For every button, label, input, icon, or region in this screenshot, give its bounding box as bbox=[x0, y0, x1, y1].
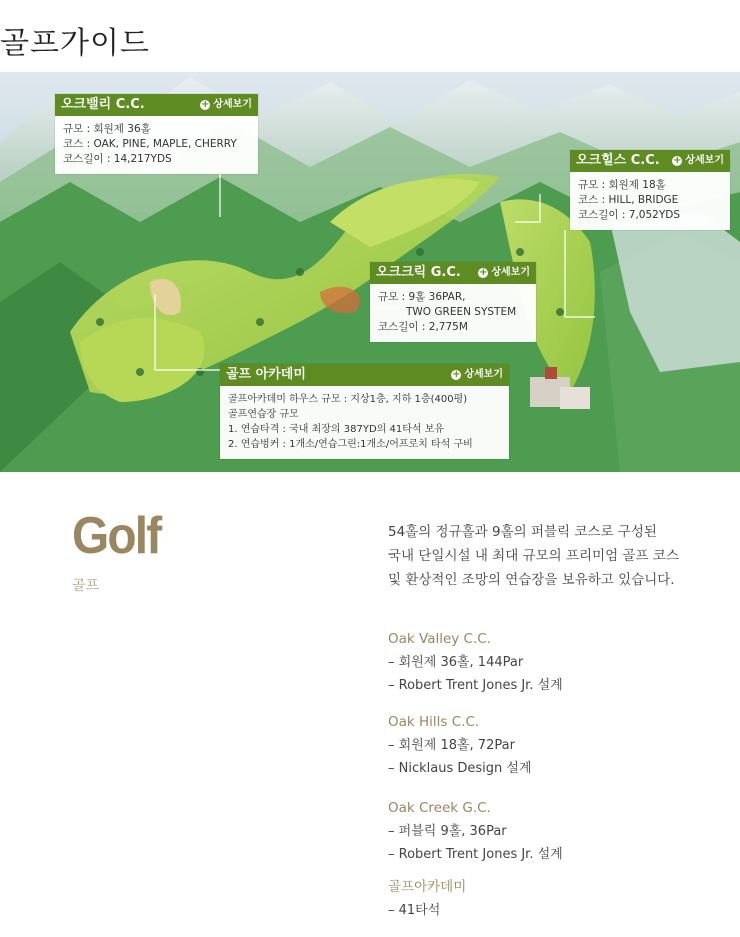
golf-academy-card bbox=[220, 364, 509, 459]
golf-academy-line: 2. 연습벙커 : 1개소/연습그린:1개소/어프로치 타석 구비 bbox=[228, 439, 473, 450]
page-title: 골프가이드 bbox=[0, 26, 150, 61]
plus-icon: + bbox=[452, 369, 461, 380]
oak-valley-line: 코스길이 : 14,217YDS bbox=[63, 153, 172, 165]
oak-hills-title: 오크힐스 C.C. bbox=[576, 153, 660, 168]
oak-hills-line: 코스 : HILL, BRIDGE bbox=[578, 194, 679, 206]
details-label: 상세보기 bbox=[491, 267, 530, 278]
oak-creek-details-button[interactable] bbox=[478, 262, 530, 284]
golf-academy-line: 골프연습장 규모 bbox=[228, 409, 299, 420]
golf-academy-line: 1. 연습타격 : 국내 최장의 387YD의 41타석 보유 bbox=[228, 424, 445, 435]
course-oak-hills bbox=[388, 711, 532, 780]
oak-creek-title: 오크크릭 G.C. bbox=[376, 265, 461, 280]
intro-line: 54홀의 정규홀과 9홀의 퍼블릭 코스로 구성된 bbox=[388, 524, 657, 540]
golf-course-map bbox=[0, 72, 740, 472]
course-detail: – 퍼블릭 9홀, 36Par bbox=[388, 824, 507, 839]
details-label: 상세보기 bbox=[685, 155, 724, 166]
oak-creek-card bbox=[370, 262, 536, 342]
golf-intro bbox=[388, 520, 728, 592]
course-detail: – 41타석 bbox=[388, 903, 441, 918]
golf-academy-line: 골프아카데미 하우스 규모 : 지상1층, 지하 1층(400평) bbox=[228, 394, 468, 405]
oak-valley-title: 오크밸리 C.C. bbox=[61, 97, 145, 112]
details-label: 상세보기 bbox=[464, 369, 503, 380]
plus-icon: + bbox=[479, 267, 488, 278]
course-detail: – Robert Trent Jones Jr. 설계 bbox=[388, 678, 563, 693]
course-detail: – Robert Trent Jones Jr. 설계 bbox=[388, 847, 563, 862]
oak-valley-line: 규모 : 회원제 36홀 bbox=[63, 123, 151, 135]
oak-creek-line: TWO GREEN SYSTEM bbox=[406, 306, 517, 318]
course-name: Oak Creek G.C. bbox=[388, 800, 491, 816]
golf-heading: Golf bbox=[72, 507, 161, 565]
course-detail: – 회원제 18홀, 72Par bbox=[388, 738, 515, 753]
course-golf-academy bbox=[388, 876, 466, 922]
course-oak-valley bbox=[388, 628, 563, 697]
oak-hills-details-button[interactable] bbox=[672, 150, 724, 172]
oak-creek-line: 규모 : 9홀 36PAR, bbox=[378, 291, 466, 303]
plus-icon: + bbox=[201, 99, 210, 110]
oak-hills-line: 코스길이 : 7,052YDS bbox=[578, 209, 681, 221]
course-name: Oak Valley C.C. bbox=[388, 631, 491, 647]
oak-valley-details-button[interactable] bbox=[200, 94, 252, 116]
oak-hills-card bbox=[570, 150, 730, 230]
course-name: 골프아카데미 bbox=[388, 879, 467, 895]
course-detail: – Nicklaus Design 설계 bbox=[388, 761, 532, 776]
intro-line: 및 환상적인 조망의 연습장을 보유하고 있습니다. bbox=[388, 572, 675, 588]
course-oak-creek bbox=[388, 797, 563, 866]
oak-hills-line: 규모 : 회원제 18홀 bbox=[578, 179, 666, 191]
course-name: Oak Hills C.C. bbox=[388, 714, 480, 730]
oak-valley-card bbox=[55, 94, 258, 174]
oak-creek-line: 코스길이 : 2,775M bbox=[378, 321, 468, 333]
course-detail: – 회원제 36홀, 144Par bbox=[388, 655, 524, 670]
golf-academy-details-button[interactable] bbox=[451, 364, 503, 386]
oak-valley-line: 코스 : OAK, PINE, MAPLE, CHERRY bbox=[63, 138, 237, 150]
details-label: 상세보기 bbox=[213, 99, 252, 110]
plus-icon: + bbox=[673, 155, 682, 166]
golf-academy-title: 골프 아카데미 bbox=[226, 367, 306, 382]
golf-subheading: 골프 bbox=[72, 578, 100, 594]
intro-line: 국내 단일시설 내 최대 규모의 프리미엄 골프 코스 bbox=[388, 548, 679, 564]
